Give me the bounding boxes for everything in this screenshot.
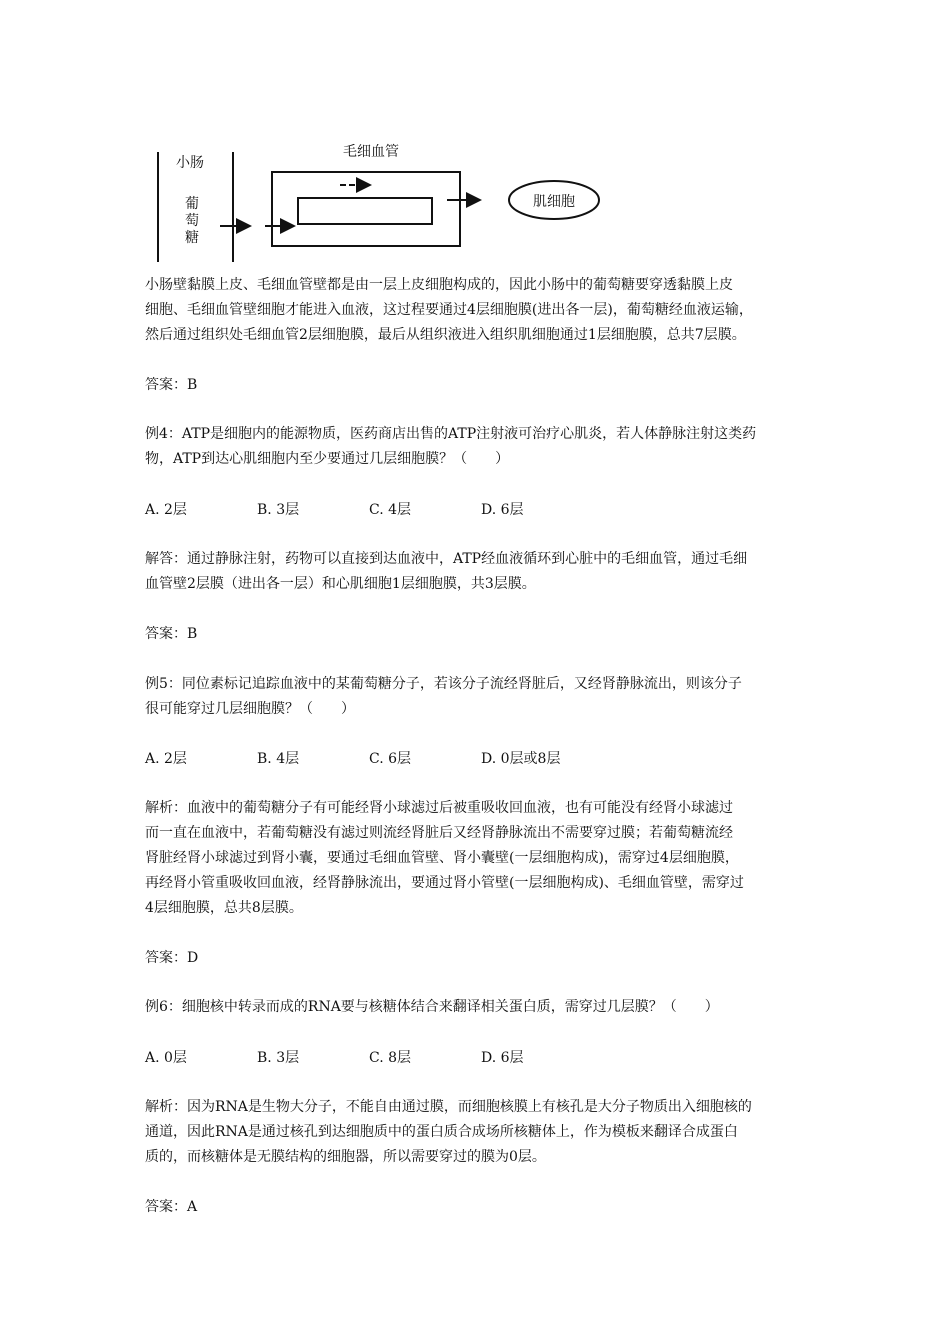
text-line: 肾脏经肾小球滤过到肾小囊，要通过毛细血管壁、肾小囊壁(一层细胞构成)，需穿过4层细胞膜， [145, 850, 739, 866]
explanation-example4 [145, 547, 815, 597]
text-line: 通道，因此RNA是通过核孔到达细胞质中的蛋白质合成场所核糖体上，作为模板来翻译合成蛋白 [145, 1124, 738, 1140]
text-line: 小肠壁黏膜上皮、毛细血管壁都是由一层上皮细胞构成的，因此小肠中的葡萄糖要穿透黏膜上皮 [145, 277, 733, 293]
label-muscle-cell: 肌细胞 [533, 194, 575, 210]
label-small-intestine: 小肠 [176, 155, 204, 171]
text-line: 例5：同位素标记追踪血液中的某葡萄糖分子，若该分子流经肾脏后，又经肾静脉流出，则该分子 [145, 676, 742, 692]
option-c: C. 4层 [369, 502, 412, 518]
label-glucose-2: 萄 [185, 213, 199, 229]
answer-example6 [145, 1195, 815, 1220]
text-line: 细胞、毛细血管壁细胞才能进入血液，这过程要通过4层细胞膜(进出各一层)，葡萄糖经血液运输， [145, 302, 753, 318]
text-line: 很可能穿过几层细胞膜？（ ） [145, 701, 355, 717]
option-c: C. 6层 [369, 751, 412, 767]
answer-text: 答案：B [145, 377, 198, 393]
option-a: A. 2层 [145, 502, 187, 518]
membrane-path-diagram [140, 140, 620, 270]
diagram-svg [140, 140, 620, 270]
text-line: 解答：通过静脉注射，药物可以直接到达血液中，ATP经血液循环到心脏中的毛细血管，通过毛细 [145, 551, 748, 567]
text-line: 血管壁2层膜（进出各一层）和心肌细胞1层细胞膜，共3层膜。 [145, 576, 536, 592]
options-example4 [145, 498, 593, 523]
label-glucose-3: 糖 [185, 230, 199, 246]
text-line: 例4：ATP是细胞内的能源物质，医药商店出售的ATP注射液可治疗心肌炎，若人体静脉注射这类药 [145, 426, 757, 442]
text-line: 解析：血液中的葡萄糖分子有可能经肾小球滤过后被重吸收回血液，也有可能没有经肾小球滤过 [145, 800, 733, 816]
option-b: B. 3层 [257, 502, 300, 518]
option-a: A. 2层 [145, 751, 187, 767]
question-example4 [145, 422, 815, 472]
question-example5 [145, 672, 815, 722]
option-b: B. 4层 [257, 751, 300, 767]
label-glucose-1: 葡 [185, 196, 199, 212]
text-line: 然后通过组织处毛细血管2层细胞膜，最后从组织液进入组织肌细胞通过1层细胞膜，总共7层膜。 [145, 327, 746, 343]
option-d: D. 6层 [481, 502, 524, 518]
capillary-inner-box [298, 198, 432, 224]
text-line: 再经肾小管重吸收回血液，经肾静脉流出，要通过肾小管壁(一层细胞构成)、毛细血管壁，需穿过 [145, 875, 744, 891]
text-line: 物，ATP到达心肌细胞内至少要通过几层细胞膜？（ ） [145, 451, 510, 467]
option-a: A. 0层 [145, 1050, 187, 1066]
explanation-example5 [145, 796, 815, 921]
answer-example4 [145, 622, 815, 647]
explanation-example3 [145, 273, 815, 348]
explanation-example6 [145, 1095, 815, 1170]
text-line: 4层细胞膜，总共8层膜。 [145, 900, 303, 916]
option-b: B. 3层 [257, 1050, 300, 1066]
text-line: 质的，而核糖体是无膜结构的细胞器，所以需要穿过的膜为0层。 [145, 1149, 546, 1165]
option-d: D. 0层或8层 [481, 751, 561, 767]
option-d: D. 6层 [481, 1050, 524, 1066]
options-example5 [145, 747, 593, 772]
question-example6 [145, 995, 815, 1020]
answer-example5 [145, 946, 815, 971]
options-example6 [145, 1046, 593, 1071]
text-line: 解析：因为RNA是生物大分子，不能自由通过膜，而细胞核膜上有核孔是大分子物质出入细胞核的 [145, 1099, 752, 1115]
answer-text: 答案：D [145, 950, 199, 966]
answer-text: 答案：B [145, 626, 198, 642]
option-c: C. 8层 [369, 1050, 412, 1066]
answer-example3 [145, 373, 815, 398]
text-line: 而一直在血液中，若葡萄糖没有滤过则流经肾脏后又经肾静脉流出不需要穿过膜；若葡萄糖流经 [145, 825, 733, 841]
answer-text: 答案：A [145, 1199, 198, 1215]
text-line: 例6：细胞核中转录而成的RNA要与核糖体结合来翻译相关蛋白质，需穿过几层膜？（ ） [145, 999, 719, 1015]
label-capillary: 毛细血管 [343, 144, 399, 160]
